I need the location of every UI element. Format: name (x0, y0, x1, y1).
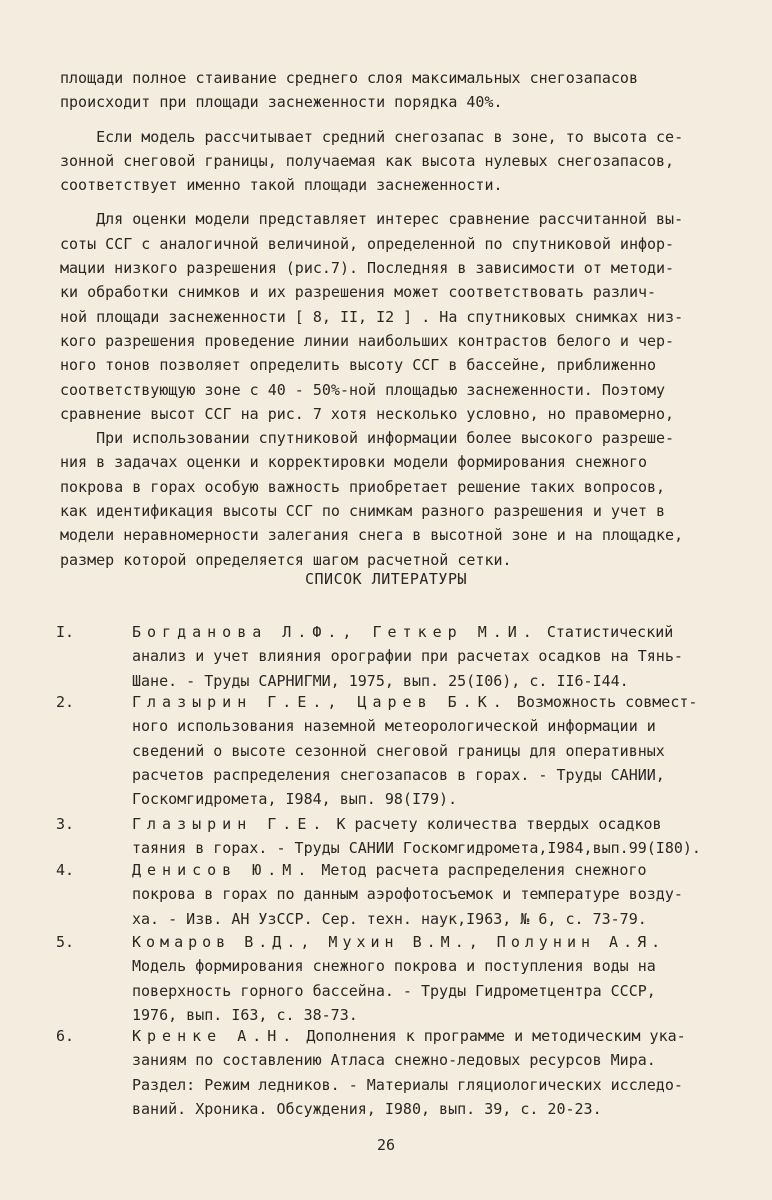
paragraph-3 (60, 207, 750, 426)
text-line: соты ССГ с аналогичной величиной, определенной по спутниковой инфор- (60, 234, 675, 253)
reference-line (132, 812, 752, 836)
reference-line (132, 1024, 752, 1048)
reference-authors: Богданова Л.Ф., Геткер М.И. (132, 623, 538, 641)
text-line: размер которой определяется шагом расчетной сетки. (60, 550, 512, 569)
text-line: площади полное стаивание среднего слоя максимальных снегозапасов (60, 69, 638, 87)
reference-line: покрова в горах по данным аэрофотосъемок и температуре возду- (132, 885, 683, 904)
text-line: мации низкого разрешения (рис.7). Последняя в зависимости от методи- (60, 259, 675, 278)
text-line: ного тонов позволяет определить высоту ССГ в бассейне, приближенно (60, 356, 657, 375)
paragraph-2 (60, 125, 750, 198)
reference-line: сведений о высоте сезонной снеговой границы для оперативных (132, 741, 665, 760)
reference-line: ного использования наземной метеорологической информации и (132, 717, 656, 736)
paragraph-1 (60, 66, 750, 115)
reference-text (132, 690, 752, 811)
reference-line: ваний. Хроника. Обсуждения, I980, вып. 39, с. 20-23. (132, 1099, 602, 1118)
reference-number: 4. (56, 861, 75, 879)
reference-text (132, 858, 752, 931)
text-line: Если модель рассчитывает средний снегозапас в зоне, то высота се- (60, 127, 684, 146)
reference-line: заниям по составлению Атласа снежно-ледовых ресурсов Мира. (132, 1051, 656, 1070)
text-line: ния в задачах оценки и корректировки модели формирования снежного (60, 453, 647, 472)
reference-line (132, 858, 752, 882)
text-line: сравнение высот ССГ на рис. 7 хотя несколько условно, но правомерно, (60, 404, 675, 423)
text-line: ной площади заснеженности [ 8, II, I2 ] . На спутниковых снимках низ- (60, 307, 684, 326)
reference-title: Статистический (546, 623, 674, 641)
reference-line: Шане. - Труды САРНИГМИ, 1975, вып. 25(I06), с. II6-I44. (132, 671, 629, 690)
reference-line: Модель формирования снежного покрова и поступления воды на (132, 957, 656, 976)
reference-authors: Комаров В.Д., Мухин В.М., Полунин А.Я. (132, 933, 666, 951)
references-title: СПИСОК ЛИТЕРАТУРЫ (304, 570, 468, 588)
text-line: зонной снеговой границы, получаемая как высота нулевых снегозапасов, (60, 151, 675, 170)
reference-title: Возможность совмест- (516, 693, 698, 711)
reference-line: анализ и учет влияния орографии при расчетах осадков на Тянь- (132, 647, 683, 666)
reference-text (132, 812, 752, 861)
reference-line: ха. - Изв. АН УзССР. Сер. техн. наук,I963, № 6, с. 73-79. (132, 909, 647, 928)
reference-title: Дополнения к программе и методическим ука- (306, 1027, 686, 1045)
reference-line (132, 690, 752, 714)
text-line: кого разрешения проведение линии наибольших контрастов белого и чер- (60, 331, 675, 350)
text-line: соответствует именно такой площади заснеженности. (60, 176, 503, 195)
reference-number: 3. (56, 815, 75, 833)
reference-authors: Кренке А.Н. (132, 1027, 298, 1045)
text-line: При использовании спутниковой информации более высокого разреше- (60, 429, 675, 448)
page-number: 26 (376, 1136, 396, 1154)
reference-number: I. (56, 623, 75, 641)
reference-authors: Глазырин Г.Е., Царев Б.К. (132, 693, 508, 711)
reference-authors: Денисов Ю.М. (132, 861, 313, 879)
reference-text (132, 1024, 752, 1121)
reference-text (132, 930, 752, 1027)
reference-line: расчетов распределения снегозапасов в горах. - Труды САНИИ, (132, 765, 665, 784)
reference-line (132, 620, 752, 644)
text-line: соответствующую зоне с 40 - 50%-ной площадью заснеженности. Поэтому (60, 380, 666, 399)
reference-text (132, 620, 752, 693)
reference-authors: Глазырин Г.Е. (132, 815, 328, 833)
paragraph-4 (60, 426, 750, 572)
reference-line: Госкомгидромета, I984, вып. 98(I79). (132, 790, 458, 809)
body-text (60, 66, 750, 572)
text-line: Для оценки модели представляет интерес сравнение рассчитанной вы- (60, 210, 684, 229)
reference-number: 5. (56, 933, 75, 951)
reference-line (132, 930, 752, 954)
reference-title: Метод расчета распределения снежного (321, 861, 647, 879)
text-line: ки обработки снимков и их разрешения может соответствовать различ- (60, 283, 657, 302)
text-line: как идентификация высоты ССГ по снимкам разного разрешения и учет в (60, 502, 666, 521)
text-line: покрова в горах особую важность приобретает решение таких вопросов, (60, 477, 666, 496)
reference-number: 2. (56, 693, 75, 711)
reference-line: поверхность горного бассейна. - Труды Гидрометцентра СССР, (132, 981, 656, 1000)
text-line: происходит при площади заснеженности порядка 40%. (60, 93, 503, 112)
reference-line: Раздел: Режим ледников. - Материалы гляциологических исследо- (132, 1075, 683, 1094)
reference-line: 1976, вып. I63, с. 38-73. (132, 1005, 358, 1024)
reference-line: таяния в горах. - Труды САНИИ Госкомгидромета,I984,вып.99(I80). (132, 839, 701, 858)
reference-title: К расчету количества твердых осадков (336, 815, 662, 833)
text-line: модели неравномерности залегания снега в высотной зоне и на площадке, (60, 526, 684, 545)
reference-number: 6. (56, 1027, 75, 1045)
